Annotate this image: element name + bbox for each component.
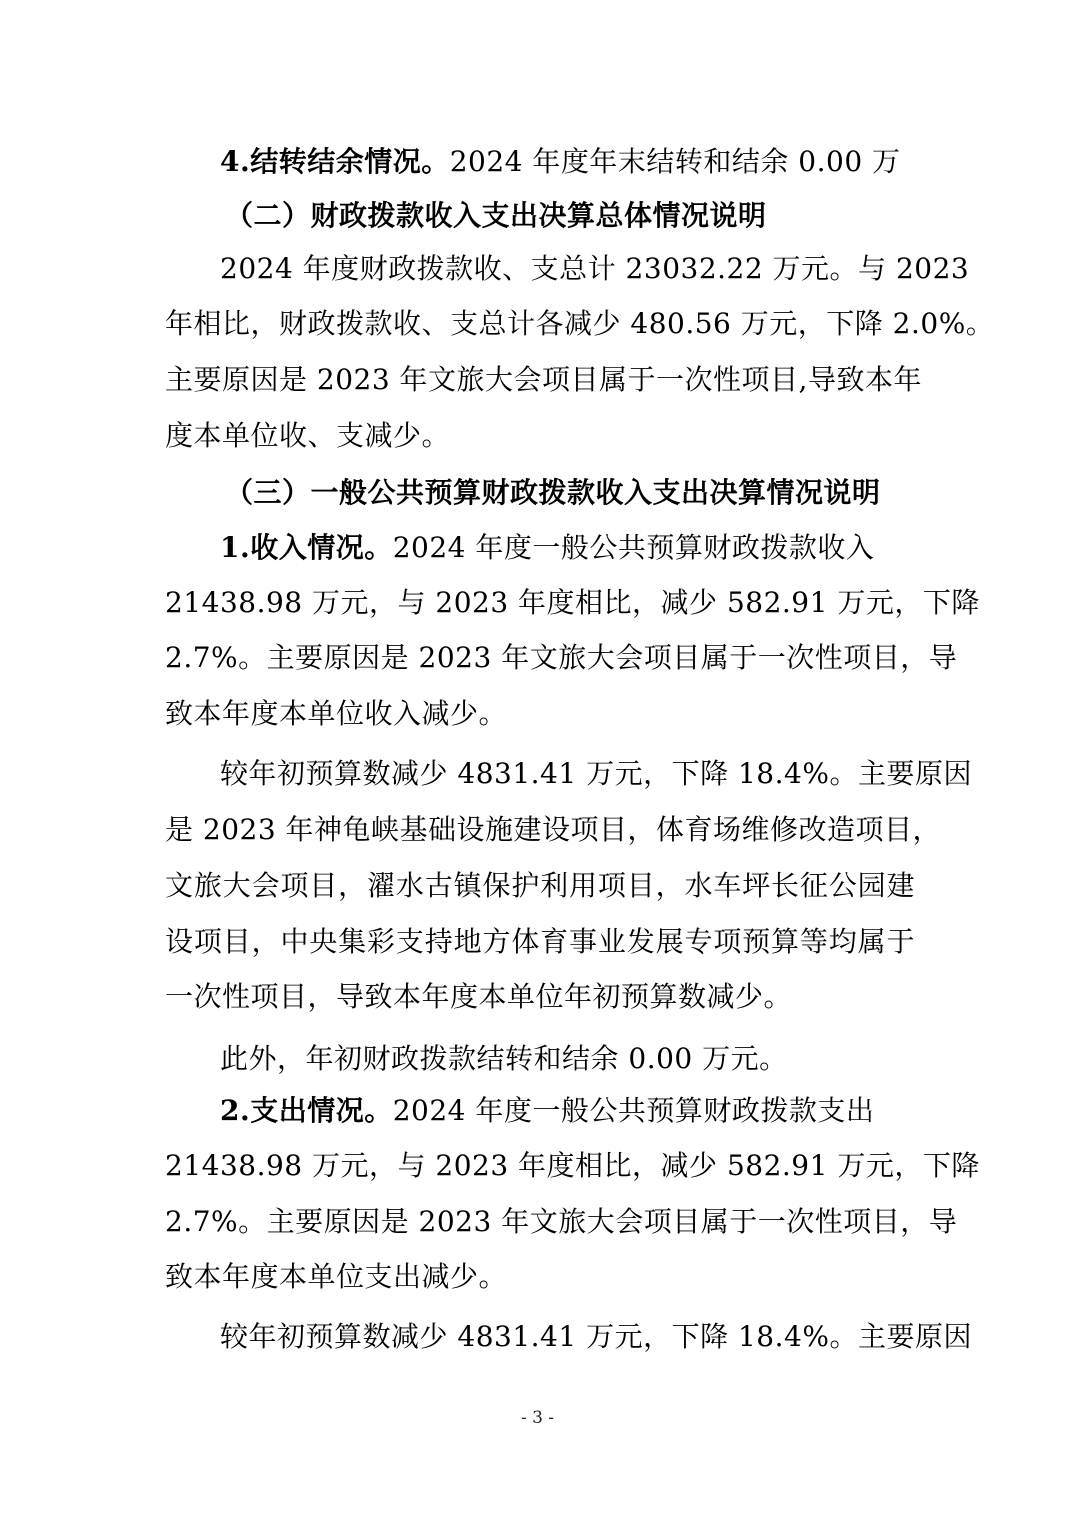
paragraph-line: 是 2023 年神龟峡基础设施建设项目，体育场维修改造项目，: [165, 813, 942, 846]
paragraph-lead: 4.结转结余情况。: [220, 145, 450, 178]
paragraph-line: 设项目，中央集彩支持地方体育事业发展专项预算等均属于: [165, 925, 915, 958]
paragraph-line: 主要原因是 2023 年文旅大会项目属于一次性项目,导致本年: [165, 363, 922, 396]
paragraph-line: 较年初预算数减少 4831.41 万元，下降 18.4%。主要原因: [220, 757, 972, 790]
paragraph-line: 度本单位收、支减少。: [165, 419, 451, 452]
paragraph-line: 文旅大会项目，濯水古镇保护利用项目，水车坪长征公园建: [165, 869, 915, 902]
section-heading-3: （三）一般公共预算财政拨款收入支出决算情况说明: [225, 476, 881, 509]
section-heading-2: （二）财政拨款收入支出决算总体情况说明: [225, 199, 767, 232]
page-number: - 3 -: [520, 1408, 555, 1428]
paragraph-lead: 2.支出情况。: [220, 1094, 393, 1127]
paragraph-text: 2024 年度一般公共预算财政拨款支出: [392, 1094, 875, 1127]
paragraph-text: 2024 年度年末结转和结余 0.00 万: [449, 145, 901, 178]
paragraph-line: 21438.98 万元，与 2023 年度相比，减少 582.91 万元，下降: [165, 1149, 980, 1182]
paragraph-line: 2.7%。主要原因是 2023 年文旅大会项目属于一次性项目，导: [165, 1205, 958, 1238]
paragraph-line: 2024 年度财政拨款收、支总计 23032.22 万元。与 2023: [220, 252, 970, 285]
paragraph-line: 年相比，财政拨款收、支总计各减少 480.56 万元，下降 2.0%。: [165, 307, 995, 340]
paragraph-line: 21438.98 万元，与 2023 年度相比，减少 582.91 万元，下降: [165, 586, 980, 619]
paragraph-income-first: [220, 522, 915, 574]
paragraph-line: 一次性项目，导致本年度本单位年初预算数减少。: [165, 980, 793, 1013]
paragraph-line: 此外，年初财政拨款结转和结余 0.00 万元。: [220, 1042, 788, 1075]
paragraph-lead: 1.收入情况。: [220, 531, 393, 564]
paragraph-line: 2.7%。主要原因是 2023 年文旅大会项目属于一次性项目，导: [165, 641, 958, 674]
paragraph-text: 2024 年度一般公共预算财政拨款收入: [392, 531, 875, 564]
paragraph-line: 致本年度本单位支出减少。: [165, 1260, 508, 1293]
paragraph-line: 致本年度本单位收入减少。: [165, 697, 508, 730]
paragraph-carryover: [220, 136, 915, 188]
paragraph-expenditure-first: [220, 1085, 915, 1137]
paragraph-line: 较年初预算数减少 4831.41 万元，下降 18.4%。主要原因: [220, 1320, 972, 1353]
